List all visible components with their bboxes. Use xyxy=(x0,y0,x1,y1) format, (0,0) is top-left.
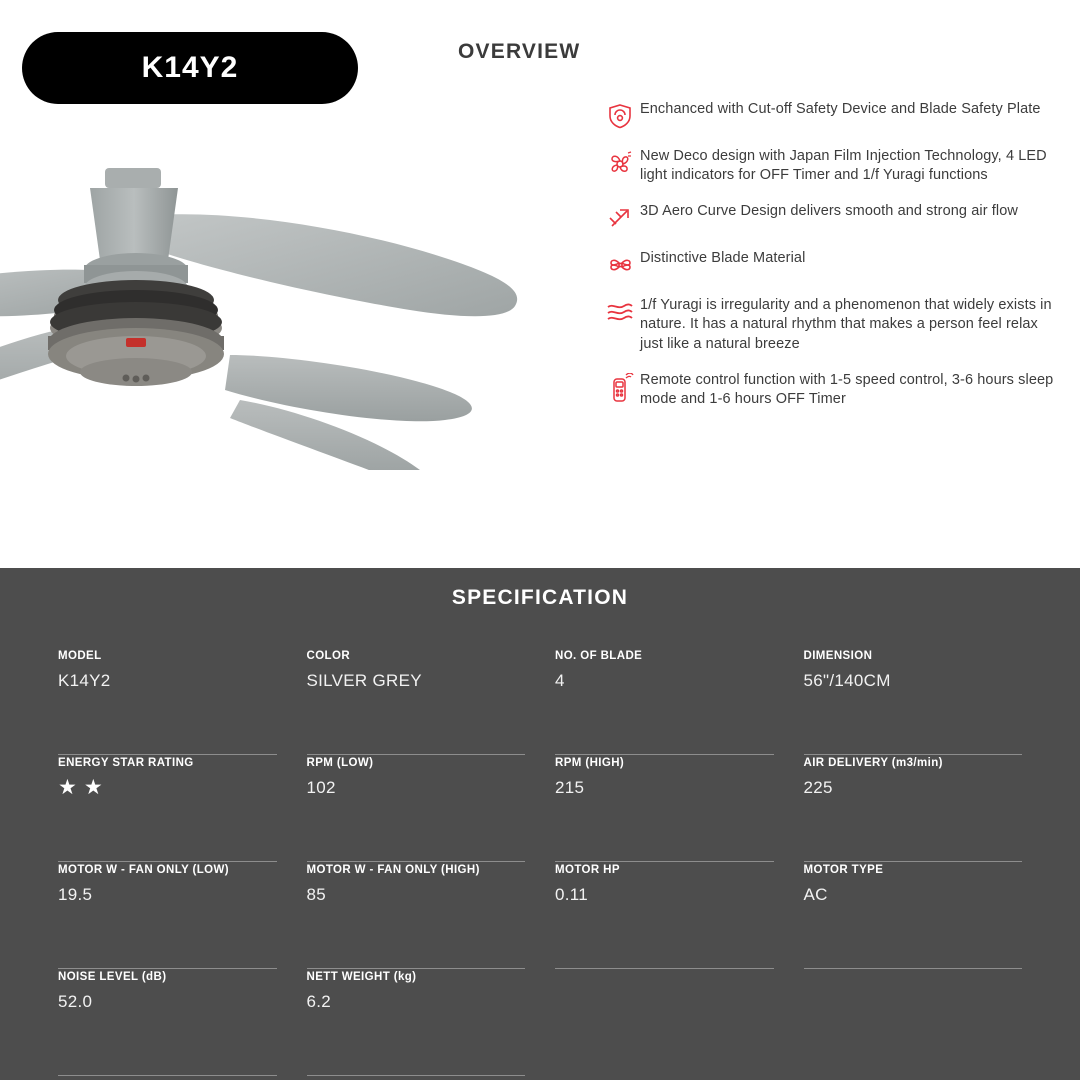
feature-item xyxy=(600,100,1055,130)
feature-item xyxy=(600,371,1055,409)
spec-label: MOTOR HP xyxy=(555,864,620,876)
spec-value: 215 xyxy=(555,778,585,797)
feature-item xyxy=(600,202,1055,232)
spec-label: ENERGY STAR RATING xyxy=(58,757,194,769)
feature-item xyxy=(600,296,1055,353)
ceiling-fan-image xyxy=(0,110,580,470)
spec-cell-color xyxy=(307,648,526,755)
safety-shield-icon xyxy=(600,100,640,130)
spec-value: SILVER GREY xyxy=(306,671,422,690)
spec-cell-motor-hp xyxy=(555,862,774,969)
spec-value: 85 xyxy=(306,885,327,904)
ceiling-fan-illustration xyxy=(0,110,580,470)
feature-list xyxy=(600,100,1055,426)
spec-cell-empty xyxy=(555,969,774,1076)
feature-text: 1/f Yuragi is irregularity and a phenomenon that widely exists in nature. It has a natural rhythm that makes a person feel relax just like a natural breeze xyxy=(640,297,1052,352)
feature-text: Enchanced with Cut-off Safety Device and Blade Safety Plate xyxy=(640,101,1041,117)
model-badge-label: K14Y2 xyxy=(141,51,239,84)
spec-cell-rpm-low xyxy=(307,755,526,862)
spec-label: DIMENSION xyxy=(803,650,873,662)
spec-label: AIR DELIVERY (m3/min) xyxy=(803,757,943,769)
airflow-arrows-icon xyxy=(600,202,640,232)
spec-cell-air-delivery xyxy=(804,755,1023,862)
spec-cell-motor-w-low xyxy=(58,862,277,969)
remote-control-icon xyxy=(600,371,640,403)
spec-label: MOTOR W - FAN ONLY (HIGH) xyxy=(306,864,480,876)
spec-value: K14Y2 xyxy=(58,671,111,690)
wave-lines-icon xyxy=(600,296,640,326)
specification-section xyxy=(0,568,1080,1080)
star-icon: ★ xyxy=(83,776,103,799)
spec-label: NOISE LEVEL (dB) xyxy=(58,971,167,983)
spec-label: MOTOR TYPE xyxy=(803,864,884,876)
feature-item xyxy=(600,249,1055,279)
spec-label: NO. OF BLADE xyxy=(555,650,643,662)
spec-cell-motor-type xyxy=(804,862,1023,969)
spec-value: 52.0 xyxy=(58,992,93,1011)
spec-value: 6.2 xyxy=(306,992,332,1011)
spec-cell-energy-star-rating xyxy=(58,755,277,862)
feature-text: Remote control function with 1-5 speed control, 3-6 hours sleep mode and 1-6 hours OFF Timer xyxy=(640,371,1054,407)
spec-value: 56"/140CM xyxy=(803,671,891,690)
feature-text: New Deco design with Japan Film Injection Technology, 4 LED light indicators for OFF Timer and 1/f Yuragi functions xyxy=(640,148,1047,184)
spec-cell-nett-weight xyxy=(307,969,526,1076)
spec-label: COLOR xyxy=(306,650,351,662)
specification-heading: SPECIFICATION xyxy=(451,586,629,609)
spec-cell-motor-w-high xyxy=(307,862,526,969)
led-indicator-fan-icon xyxy=(600,147,640,177)
energy-star-rating xyxy=(58,777,277,798)
spec-label: RPM (HIGH) xyxy=(555,757,625,769)
feature-text: Distinctive Blade Material xyxy=(640,250,806,267)
spec-cell-empty xyxy=(804,969,1023,1076)
spec-label: NETT WEIGHT (kg) xyxy=(306,971,417,983)
specification-grid xyxy=(0,648,1080,1076)
spec-cell-no-of-blade xyxy=(555,648,774,755)
spec-value: 102 xyxy=(306,778,336,797)
spec-cell-rpm-high xyxy=(555,755,774,862)
spec-label: MOTOR W - FAN ONLY (LOW) xyxy=(58,864,230,876)
spec-value: 4 xyxy=(555,671,565,690)
spec-label: MODEL xyxy=(58,650,102,662)
spec-value: 0.11 xyxy=(555,885,589,904)
spec-value: 19.5 xyxy=(58,885,93,904)
feature-item xyxy=(600,147,1055,185)
star-icon: ★ xyxy=(58,776,77,799)
spec-cell-noise-level xyxy=(58,969,277,1076)
model-badge xyxy=(22,32,358,104)
overview-heading: OVERVIEW xyxy=(458,40,581,63)
spec-value: 225 xyxy=(803,778,833,797)
spec-label: RPM (LOW) xyxy=(306,757,374,769)
blade-material-icon xyxy=(600,249,640,279)
spec-cell-model xyxy=(58,648,277,755)
feature-text: 3D Aero Curve Design delivers smooth and strong air flow xyxy=(640,203,1018,220)
spec-value: AC xyxy=(803,885,828,904)
spec-cell-dimension xyxy=(804,648,1023,755)
